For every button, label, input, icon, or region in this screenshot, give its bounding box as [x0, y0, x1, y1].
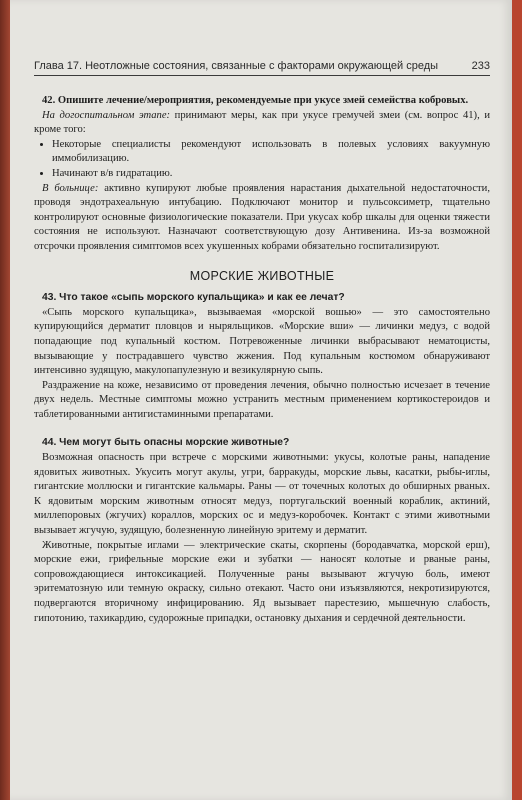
question-44-title: 44. Чем могут быть опасны морские животные?	[42, 437, 290, 449]
hospital-text: активно купируют любые проявления нарастания дыхательной недостаточности, проводя эндотрахеальную интубацию. Подключают монитор и пульсоксиметр, тщательно контролируют основные физиологические показатели. При укусах кобр шкалы для оценки тяжести состояния не используют. Назначают соответствующую дозу Антивенина. Из-за возможной отсрочки проявления симптомов всех укушенных кобрами обязательно госпитализируют.	[34, 182, 490, 252]
book-edge	[0, 0, 10, 800]
bullet-item: • Некоторые специалисты рекомендуют использовать в полевых условиях вакуумную иммобилизацию.	[52, 138, 490, 167]
prehospital-paragraph	[34, 109, 490, 138]
question-42-title: 42. Опишите лечение/мероприятия, рекомендуемые при укусе змей семейства кобровых.	[42, 95, 469, 106]
section-title: МОРСКИЕ ЖИВОТНЫЕ	[189, 268, 335, 283]
chapter-title: Глава 17. Неотложные состояния, связанные с факторами окружающей среды	[34, 60, 439, 72]
hospital-paragraph	[34, 182, 490, 255]
page-content	[34, 90, 490, 626]
question-44-paragraph-2: Животные, покрытые иглами — электрические скаты, скорпены (бородавчатка, морской ерш), морские ежи, грифельные морские ежи и зубатки — наносят колотые и рваные раны, сопровождающиеся интоксикацией. Полученные раны вызывают жгучую боль, имеют эритематозную или темную окраску, сильно отекают. Часто они изъязвляются, некротизируются, подвергаются вторичному инфицированию. Яд вызывает парестезию, мышечную слабость, гипотонию, тахикардию, судорожные припадки, остановку дыхания и сердечной деятельности.	[34, 539, 490, 624]
hospital-lead: В больнице:	[42, 182, 99, 194]
question-43-paragraph-2: Раздражение на коже, независимо от проведения лечения, обычно полностью исчезает в течение двух недель. Местные симптомы можно устранить местным применением кортикостероидов и таблетированными антигистаминными препаратами.	[34, 379, 490, 420]
running-header	[34, 60, 490, 76]
bullet-item: • Начинают в/в гидратацию.	[52, 167, 490, 182]
page-number: 233	[471, 60, 490, 72]
bullet-list	[34, 138, 490, 182]
prehospital-lead: На догоспитальном этапе:	[42, 109, 171, 121]
question-43-title: 43. Что такое «сыпь морского купальщика» и как ее лечат?	[42, 292, 345, 304]
prehospital-text: принимают меры, как при укусе гремучей змеи (см. вопрос 41), и кроме того:	[34, 109, 490, 136]
question-43-paragraph-1: «Сыпь морского купальщика», вызываемая «морской вошью» — это самостоятельно купирующийся дерматит пловцов и ныряльщиков. «Морские вши» — личинки медуз, с водой попадающие под купальный костюм. Потревоженные личинки выбрасывают нематоцисты, вызывающие у пострадавшего чувство жжения. Под купальным костюмом обнаруживают интенсивно зудящую, макулопапулезную и везикулярную сыпь.	[34, 306, 490, 377]
question-44-paragraph-1: Возможная опасность при встрече с морскими животными: укусы, колотые раны, нападение ядовитых животных. Укусить могут акулы, угри, барракуды, морские львы, касатки, рыбы-иглы, гигантские моллюски и гигантские кальмары. Раны — от точечных колотых до обширных рваных. К ядовитым морским животным относят медуз, португальский военный кораблик, актиний, миллепоровых (жгучих) кораллов, морских ос и медуз-коробочек. Контакт с этими животными вызывает жгучую, зудящую, болезненную линейную эритему и дерматит.	[34, 452, 490, 537]
book-page	[10, 0, 512, 800]
